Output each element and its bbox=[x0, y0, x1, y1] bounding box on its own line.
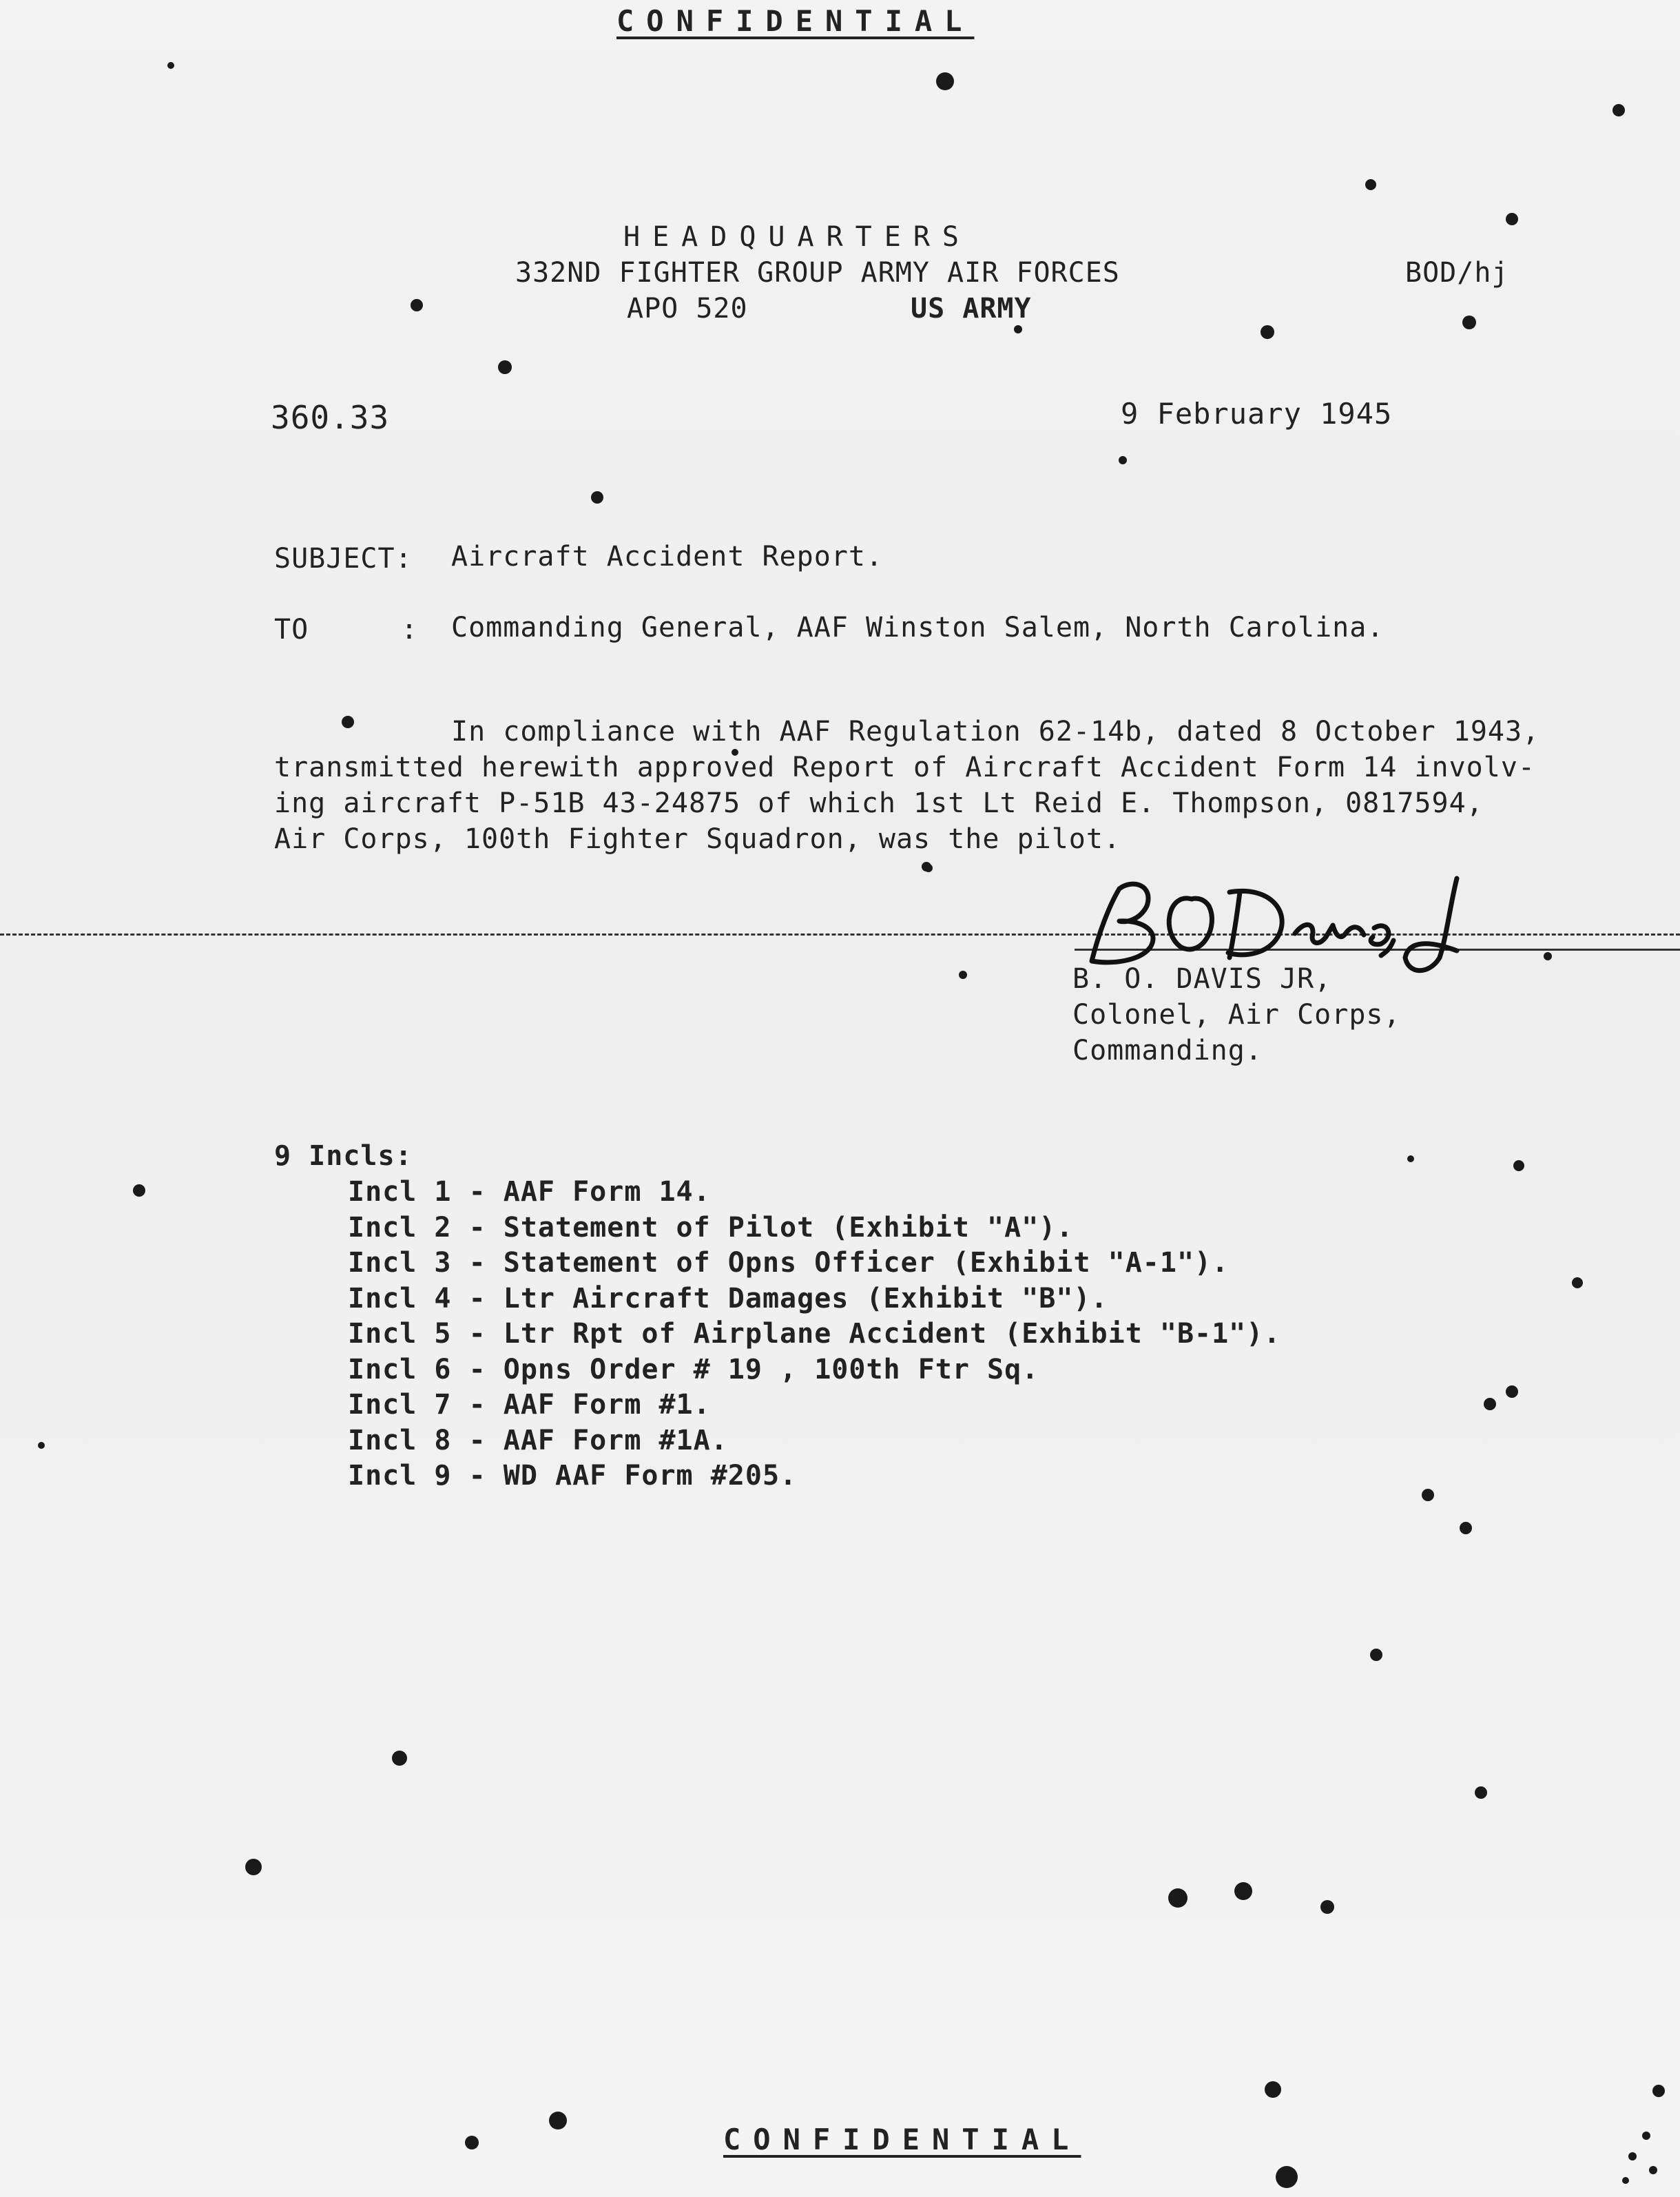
enclosure-item: Incl 5 - Ltr Rpt of Airplane Accident (Exhibit "B-1"). bbox=[348, 1318, 1281, 1350]
enclosure-item: Incl 3 - Statement of Opns Officer (Exhibit "A-1"). bbox=[348, 1247, 1230, 1279]
enclosures-heading: 9 Incls: bbox=[274, 1140, 413, 1172]
to-label: TO bbox=[274, 614, 309, 646]
enclosure-item: Incl 9 - WD AAF Form #205. bbox=[348, 1460, 798, 1492]
to-colon: : bbox=[401, 614, 419, 646]
signer-rank: Colonel, Air Corps, bbox=[1072, 999, 1401, 1031]
enclosure-item: Incl 2 - Statement of Pilot (Exhibit "A"). bbox=[348, 1211, 1074, 1244]
subject-value: Aircraft Accident Report. bbox=[451, 541, 884, 573]
enclosure-item: Incl 4 - Ltr Aircraft Damages (Exhibit "B"). bbox=[348, 1282, 1108, 1314]
enclosure-item: Incl 1 - AAF Form 14. bbox=[348, 1176, 711, 1208]
signer-name: B. O. DAVIS JR, bbox=[1072, 963, 1332, 995]
body-line-3: ing aircraft P-51B 43-24875 of which 1st Lt Reid E. Thompson, 0817594, bbox=[274, 787, 1484, 819]
classification-top: CONFIDENTIAL bbox=[616, 4, 975, 38]
enclosures-list bbox=[348, 1175, 1280, 1494]
to-value: Commanding General, AAF Winston Salem, North Carolina. bbox=[451, 612, 1385, 643]
army-label: US ARMY bbox=[911, 293, 1032, 324]
letter-date: 9 February 1945 bbox=[1121, 397, 1393, 431]
signer-role: Commanding. bbox=[1072, 1035, 1263, 1066]
body-line-2: transmitted herewith approved Report of Aircraft Accident Form 14 involv- bbox=[274, 752, 1535, 783]
subject-label: SUBJECT: bbox=[274, 543, 413, 575]
apo-number: APO 520 bbox=[627, 293, 748, 324]
body-line-4: Air Corps, 100th Fighter Squadron, was the pilot. bbox=[274, 823, 1121, 855]
classification-bottom: CONFIDENTIAL bbox=[723, 2123, 1081, 2156]
enclosure-item: Incl 6 - Opns Order # 19 , 100th Ftr Sq. bbox=[348, 1353, 1039, 1385]
body-line-1: In compliance with AAF Regulation 62-14b, dated 8 October 1943, bbox=[451, 716, 1540, 747]
hq-title: HEADQUARTERS bbox=[623, 221, 971, 253]
enclosure-item: Incl 8 - AAF Form #1A. bbox=[348, 1424, 728, 1456]
enclosure-item: Incl 7 - AAF Form #1. bbox=[348, 1389, 711, 1421]
unit-name: 332ND FIGHTER GROUP ARMY AIR FORCES bbox=[515, 257, 1120, 289]
file-number: 360.33 bbox=[271, 399, 390, 436]
reference-initials: BOD/hj bbox=[1405, 257, 1509, 289]
